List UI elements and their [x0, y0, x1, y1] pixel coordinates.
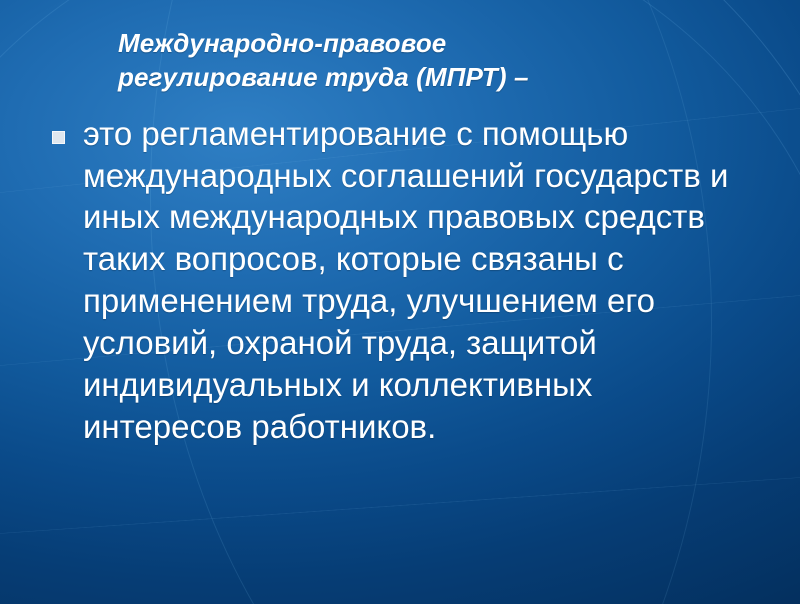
bullet-list-item	[30, 113, 770, 448]
slide-title-line-1: Международно-правовое	[118, 28, 447, 58]
slide-title	[30, 26, 770, 95]
square-bullet-icon	[52, 131, 65, 144]
slide-body-text: это регламентирование с помощью международных соглашений государств и иных международных правовых средств таких вопросов, которые связаны с применением труда, улучшением его условий, охраной труда, защитой индивидуальных и коллективных интересов работников.	[83, 114, 729, 445]
slide-title-line-2: регулирование труда (МПРТ) –	[118, 62, 529, 93]
